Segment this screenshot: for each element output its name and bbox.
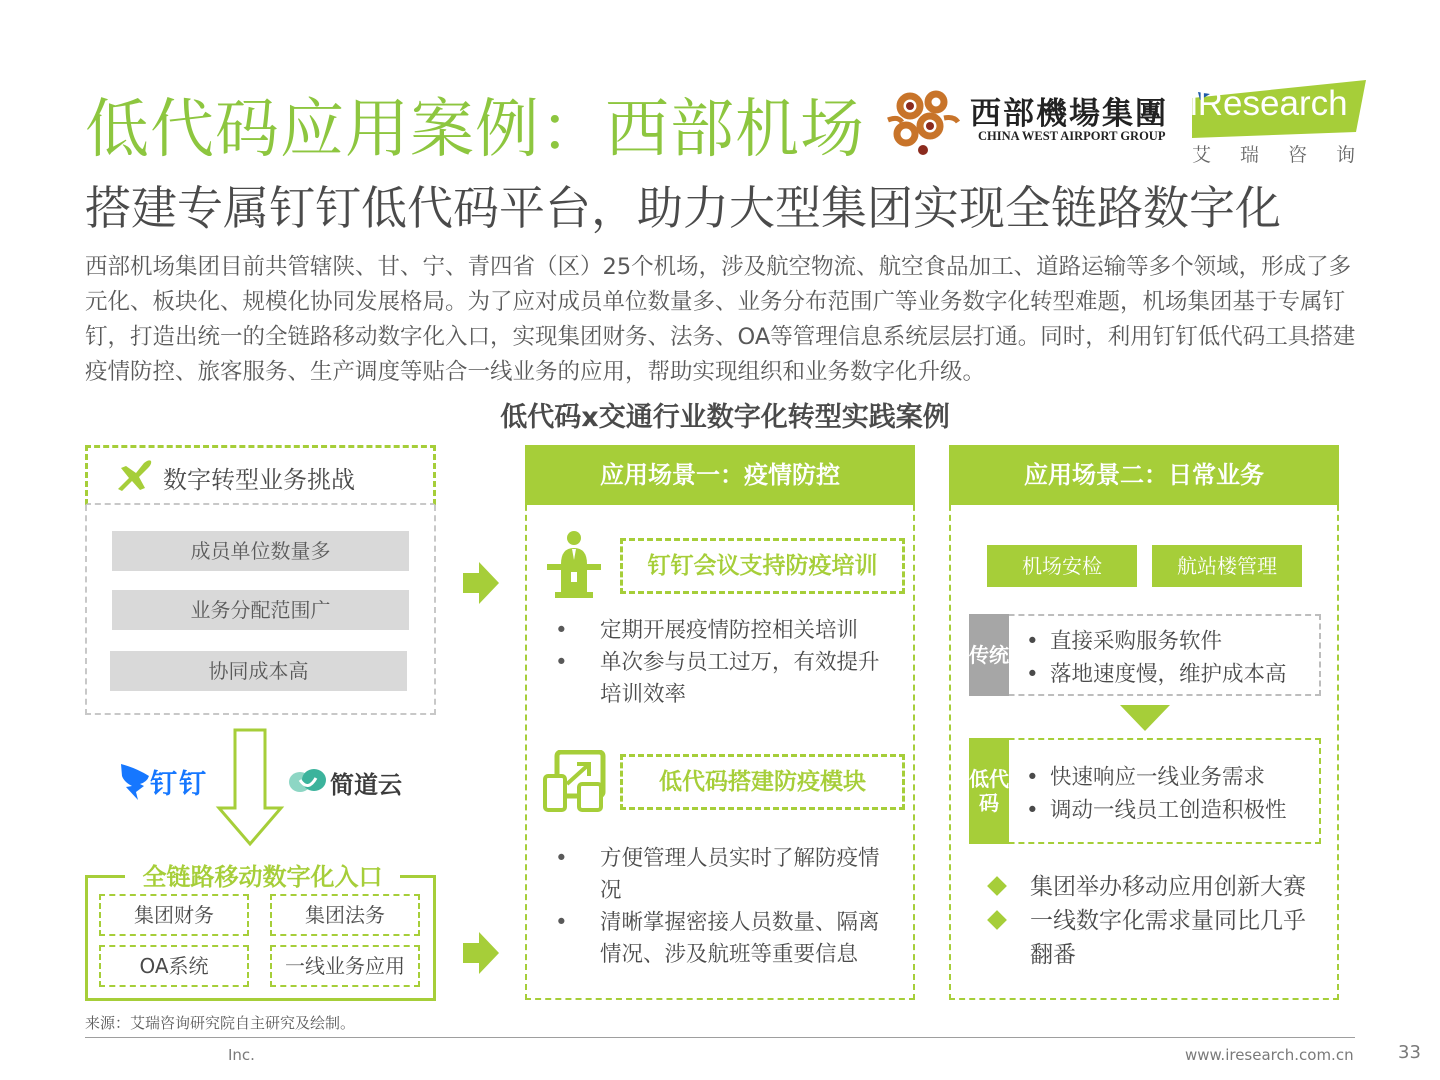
- scene2-tag: 航站楼管理: [1152, 545, 1302, 587]
- source-note: 来源：艾瑞咨询研究院自主研究及绘制。: [85, 1014, 356, 1032]
- jiandaoyun-logo-text: 简道云: [330, 771, 402, 799]
- dingtalk-logo-text: 钉钉: [150, 769, 208, 800]
- challenge-item: 成员单位数量多: [112, 531, 409, 571]
- bullet-item: • 落地速度慢，维护成本高: [1020, 658, 1320, 691]
- intro-paragraph: 西部机场集团目前共管辖陕、甘、宁、青四省（区）25个机场，涉及航空物流、航空食品加工、道路运输等多个领域，形成了多元化、板块化、规模化协同发展格局。为了应对成员单位数量多、业务分布范围广等业务数字化转型难题，机场集团基于专属钉钉，打造出统一的全链路移动数字化入口，实现集团财务、法务、OA等管理信息系统层层打通。同时，利用钉钉低代码工具搭建疫情防控、旅客服务、生产调度等贴合一线业务的应用，帮助实现组织和业务数字化升级。: [85, 254, 1356, 385]
- multi-device-icon: [543, 750, 607, 812]
- entry-cell: 一线业务应用: [270, 945, 420, 987]
- bullet-item: • 清晰掌握密接人员数量、隔离情况、涉及航班等重要信息: [555, 907, 900, 971]
- lowcode-bullets: [1020, 761, 1320, 827]
- podium-speaker-icon: [543, 530, 605, 600]
- traditional-label: 传统: [969, 614, 1009, 696]
- challenge-item: 业务分配范围广: [112, 590, 409, 630]
- diamond-icon: [987, 910, 1007, 930]
- footer-inc: Inc.: [228, 1046, 255, 1064]
- down-arrow-icon: [215, 728, 285, 848]
- scene1-block1-bullets: [555, 615, 900, 711]
- result-text: 集团举办移动应用创新大赛: [1030, 874, 1306, 900]
- page-number: 33: [1398, 1042, 1421, 1063]
- challenge-item: 协同成本高: [110, 651, 407, 691]
- jiandaoyun-logo-icon: [288, 766, 328, 796]
- triangle-down-icon: [1120, 705, 1170, 731]
- diagram-title: 低代码x交通行业数字化转型实践案例: [500, 402, 950, 433]
- scene1-block1-label: 钉钉会议支持防疫培训: [620, 538, 905, 594]
- entry-title: 全链路移动数字化入口: [142, 863, 383, 891]
- cwag-logo-en: CHINA WEST AIRPORT GROUP: [978, 129, 1166, 143]
- iresearch-logo-cn: 艾瑞咨询: [1192, 144, 1385, 166]
- iresearch-logo-text: iResearch: [1190, 84, 1348, 123]
- scene2-title: 应用场景二：日常业务: [949, 445, 1339, 505]
- result-item: [982, 870, 1327, 904]
- page-title: 低代码应用案例：西部机场: [85, 93, 865, 167]
- bullet-item: • 定期开展疫情防控相关培训: [555, 615, 900, 647]
- footer-url: www.iresearch.com.cn: [1185, 1046, 1354, 1064]
- traditional-bullets: [1020, 625, 1320, 691]
- bullet-item: • 方便管理人员实时了解防疫情况: [555, 843, 900, 907]
- scene2-results: [982, 870, 1327, 972]
- entry-cell: 集团法务: [270, 894, 420, 936]
- result-text: 一线数字化需求量同比几乎翻番: [1030, 908, 1306, 968]
- bullet-item: • 快速响应一线业务需求: [1020, 761, 1320, 794]
- result-item: [982, 904, 1327, 972]
- right-arrow-icon: [463, 562, 499, 604]
- scene1-block2-label: 低代码搭建防疫模块: [620, 754, 905, 810]
- entry-cell: OA系统: [99, 945, 249, 987]
- challenge-label: 数字转型业务挑战: [163, 466, 355, 494]
- bullet-item: • 直接采购服务软件: [1020, 625, 1320, 658]
- entry-cell: 集团财务: [99, 894, 249, 936]
- scene1-title: 应用场景一：疫情防控: [525, 445, 915, 505]
- airplane-icon: [115, 458, 153, 494]
- bullet-item: • 单次参与员工过万，有效提升培训效率: [555, 647, 900, 711]
- right-arrow-icon: [463, 932, 499, 974]
- lowcode-label: 低代码: [969, 738, 1009, 844]
- page-subtitle: 搭建专属钉钉低代码平台，助力大型集团实现全链路数字化: [85, 181, 1281, 235]
- bullet-item: • 调动一线员工创造积极性: [1020, 794, 1320, 827]
- scene2-tag: 机场安检: [987, 545, 1137, 587]
- footer-divider: [85, 1037, 1355, 1038]
- diamond-icon: [987, 876, 1007, 896]
- entry-box-top-left: [85, 875, 125, 878]
- cwag-logo-cn: 西部機場集團: [970, 96, 1168, 132]
- scene1-block2-bullets: [555, 843, 900, 971]
- entry-box-top-right: [400, 875, 436, 878]
- dingtalk-logo-icon: [118, 760, 152, 802]
